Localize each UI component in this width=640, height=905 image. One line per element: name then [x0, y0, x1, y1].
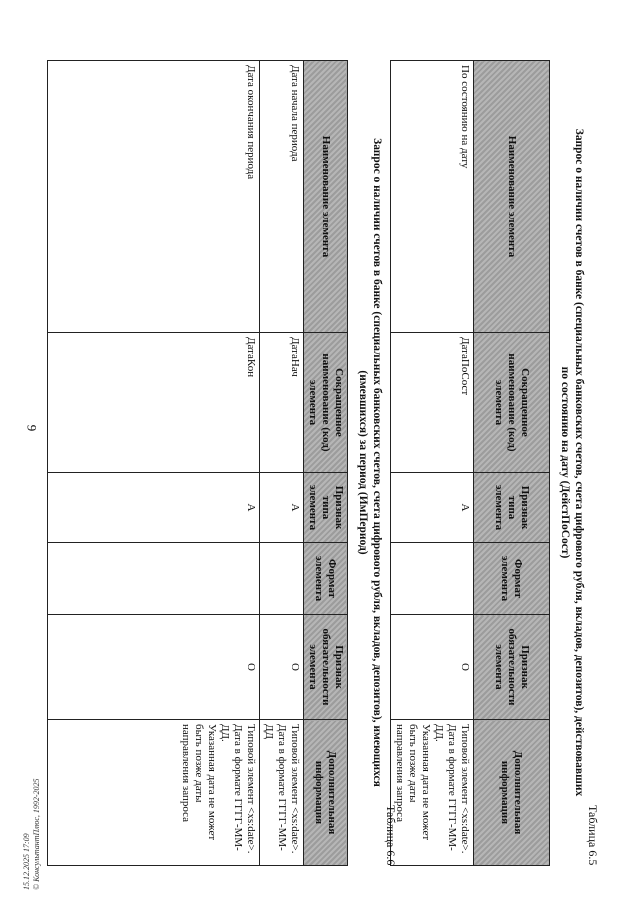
col-header-format: Формат элемента	[474, 543, 550, 615]
col-header-format: Формат элемента	[304, 543, 348, 615]
table-6-5	[390, 60, 550, 866]
table-6-6-caption-line-2: (имевшихся) за период (ИмПериод)	[357, 370, 369, 555]
table-6-6-number: Таблица 6.6	[384, 805, 398, 866]
col-header-info: Дополнительная информация	[474, 720, 550, 866]
info-line: направления запроса	[394, 724, 406, 823]
table-6-6-caption	[356, 60, 384, 865]
col-header-required: Признак обязательности элемента	[474, 615, 550, 720]
print-stamp	[22, 778, 42, 890]
cell-code: ДатаПоСост	[391, 333, 474, 473]
cell-info	[391, 720, 474, 866]
col-header-type: Признак типа элемента	[304, 473, 348, 543]
table-row	[260, 61, 304, 866]
cell-type: А	[391, 473, 474, 543]
table-row	[48, 61, 260, 866]
col-header-name: Наименование элемента	[304, 61, 348, 333]
info-line: Указанная дата не может быть позже даты	[407, 724, 432, 841]
table-6-5-caption	[558, 60, 586, 865]
cell-code: ДатаКон	[48, 333, 260, 473]
cell-required: О	[260, 615, 304, 720]
cell-format	[48, 543, 260, 615]
info-line: Типовой элемент <xs:date>.	[459, 724, 471, 854]
stamp-line-2: © КонсультантПлюс, 1992-2025	[32, 778, 41, 890]
info-line: Указанная дата не может быть позже даты	[193, 724, 218, 841]
col-header-info: Дополнительная информация	[304, 720, 348, 866]
col-header-required: Признак обязательности элемента	[304, 615, 348, 720]
cell-type: А	[48, 473, 260, 543]
info-line: Дата в формате ГГГГ-ММ-ДД.	[433, 724, 458, 851]
info-line: Дата в формате ГГГГ-ММ-ДД	[263, 724, 288, 851]
table-6-5-caption-line-2: по состоянию на дату (ДейстПоСост)	[559, 366, 571, 559]
stamp-line-1: 15.12.2025 17:09	[22, 833, 31, 890]
table-6-5-number: Таблица 6.5	[586, 805, 600, 866]
cell-format	[260, 543, 304, 615]
info-line: Дата в формате ГГГГ-ММ-ДД.	[219, 724, 244, 851]
cell-name: По состоянию на дату	[391, 61, 474, 333]
table-6-5-caption-line-1: Запрос о наличии счетов в банке (специальных банковских счетов, счета цифрового рубля, вкладов, депозитов), действовавших	[573, 128, 585, 797]
col-header-code: Сокращенное наименование (код) элемента	[474, 333, 550, 473]
cell-name: Дата начала периода	[260, 61, 304, 333]
cell-code: ДатаНач	[260, 333, 304, 473]
cell-required: О	[391, 615, 474, 720]
cell-type: А	[260, 473, 304, 543]
table-6-5-header-row	[474, 61, 550, 866]
info-line: Типовой элемент <xs:date>.	[289, 724, 301, 854]
cell-required: О	[48, 615, 260, 720]
info-line: Типовой элемент <xs:date>.	[245, 724, 257, 854]
table-row	[391, 61, 474, 866]
cell-info	[48, 720, 260, 866]
col-header-name: Наименование элемента	[474, 61, 550, 333]
table-6-6-caption-line-1: Запрос о наличии счетов в банке (специальных банковских счетов, счета цифрового рубля, вкладов, депозитов), имеющихся	[371, 138, 383, 787]
table-6-6	[47, 60, 348, 866]
col-header-type: Признак типа элемента	[474, 473, 550, 543]
cell-name: Дата окончания периода	[48, 61, 260, 333]
page-number: 9	[24, 424, 40, 432]
cell-format	[391, 543, 474, 615]
col-header-code: Сокращенное наименование (код) элемента	[304, 333, 348, 473]
info-line: направления запроса	[180, 724, 192, 823]
table-6-6-header-row	[304, 61, 348, 866]
cell-info	[260, 720, 304, 866]
